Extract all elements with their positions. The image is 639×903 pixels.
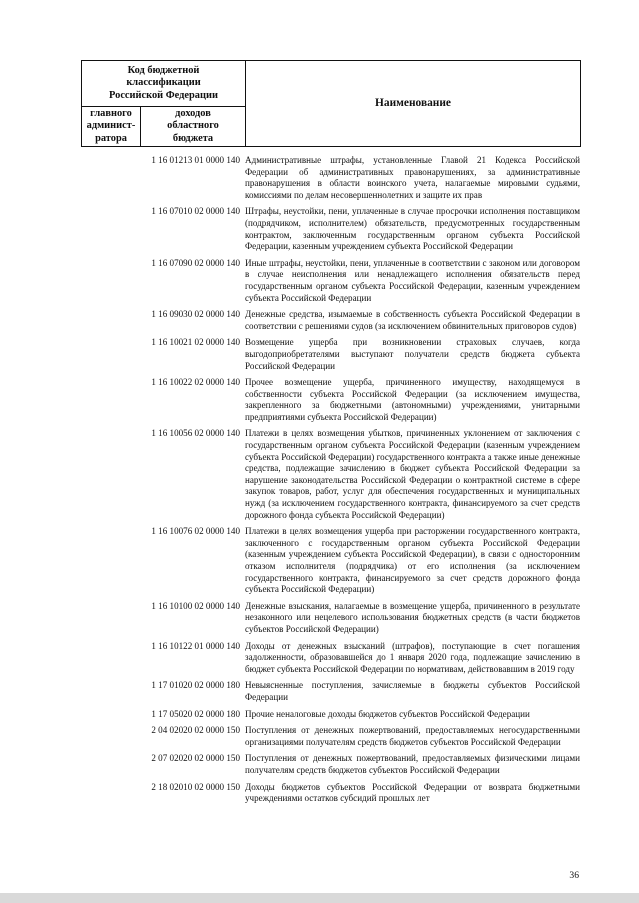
name-column-header: Наименование [246, 61, 581, 147]
row-name: Возмещение ущерба при возникновении страховых случаев, когда выгодоприобретателями выступают получатели средств бюджета субъекта Российской Федерации [245, 337, 580, 371]
income-code: 2 18 02010 02 0000 150 [151, 781, 240, 792]
income-code: 1 16 10056 02 0000 140 [151, 428, 240, 439]
income-code: 1 16 01213 01 0000 140 [151, 155, 240, 165]
table-row [81, 782, 580, 805]
row-name: Административные штрафы, установленные Главой 21 Кодекса Российской Федерации об административных правонарушениях, за административные правонарушения в области воинского учета, налагаемые мировыми судьями, комиссиями по делам несовершеннолетних и защите их прав [245, 155, 580, 200]
row-name: Штрафы, неустойки, пени, уплаченные в случае просрочки исполнения поставщиком (подрядчиком, исполнителем) обязательств, предусмотренных государственным контрактом, заключенным государственным органом субъекта Российской Федерации, казенным учреждением субъекта Российской Федерации [245, 206, 580, 252]
table-row [81, 337, 580, 372]
income-column-header: доходов областного бюджета [141, 107, 246, 147]
row-name: Доходы бюджетов субъектов Российской Федерации от возврата бюджетными учреждениями остатков субсидий прошлых лет [245, 781, 580, 804]
table-row [81, 601, 580, 636]
table-row [81, 309, 580, 332]
table-row [81, 258, 580, 304]
income-code: 1 16 09030 02 0000 140 [151, 309, 240, 320]
income-code: 1 16 10100 02 0000 140 [151, 600, 240, 611]
row-name: Прочее возмещение ущерба, причиненного имуществу, находящемуся в собственности субъекта Российской Федерации (за исключением имущества, закрепленного за бюджетными (автономными) учреждениями, унитарными предприятиями субъекта Российской Федерации) [245, 377, 580, 422]
table-body [81, 155, 580, 810]
income-code: 1 16 07090 02 0000 140 [151, 257, 240, 268]
row-name: Платежи в целях возмещения ущерба при расторжении государственного контракта, заключенного с государственным органом субъекта Российской Федерации (казенным учреждением субъекта Российской Федерации), в связи с односторонним отказом исполнителя (подрядчика) от его исполнения (за исключением государственного контракта, финансируемого за счет средств дорожного фонда субъекта Российской Федерации) [245, 526, 580, 595]
income-code: 1 16 10021 02 0000 140 [151, 337, 240, 348]
income-code: 1 16 10022 02 0000 140 [151, 377, 240, 388]
table-row [81, 753, 580, 776]
table-row [81, 709, 580, 721]
page-number: 36 [569, 870, 579, 881]
income-code: 1 17 01020 02 0000 180 [151, 680, 240, 691]
row-name: Доходы от денежных взысканий (штрафов), поступающие в счет погашения задолженности, образовавшейся до 1 января 2020 года, подлежащие зачислению в бюджет субъекта Российской Федерации по нормативам, действовавшим в 2019 году [245, 640, 580, 674]
row-name: Денежные средства, изымаемые в собственность субъекта Российской Федерации в соответствии с решениями судов (за исключением обвинительных приговоров судов) [245, 309, 580, 331]
page-bottom-edge [0, 893, 639, 903]
table-header [81, 60, 581, 147]
row-name: Невыясненные поступления, зачисляемые в бюджеты субъектов Российской Федерации [245, 680, 580, 702]
row-name: Иные штрафы, неустойки, пени, уплаченные в соответствии с законом или договором в случае неисполнения или ненадлежащего исполнения обязательств перед государственным органом субъекта Российской Федерации, казенным учреждением субъекта Российской Федерации [245, 257, 580, 303]
table-row [81, 725, 580, 748]
table-row [81, 155, 580, 201]
income-code: 2 04 02020 02 0000 150 [151, 725, 240, 736]
code-group-header: Код бюджетной классификации Российской Федерации [82, 61, 246, 107]
income-code: 1 16 10122 01 0000 140 [151, 640, 240, 651]
table-row [81, 641, 580, 676]
row-name: Платежи в целях возмещения убытков, причиненных уклонением от заключения с государственным органом субъекта Российской Федерации (казенным учреждением субъекта Российской Федерации) государственного контракта а также иные денежные средства, подлежащие зачислению в бюджет субъекта Российской Федерации за нарушение законодательства Российской Федерации о контрактной системе в сфере закупок товаров, работ, услуг для обеспечения государственных и муниципальных нужд (за исключением государственного контракта, финансируемого за счет средств дорожного фонда субъекта Российской Федерации) [245, 428, 580, 520]
table-row [81, 428, 580, 521]
income-code: 1 17 05020 02 0000 180 [151, 708, 240, 719]
row-name: Прочие неналоговые доходы бюджетов субъектов Российской Федерации [245, 708, 530, 719]
income-code: 2 07 02020 02 0000 150 [151, 753, 240, 764]
admin-column-header: главного админист-ратора [82, 107, 141, 147]
income-code: 1 16 10076 02 0000 140 [151, 526, 240, 537]
table-row [81, 206, 580, 252]
row-name: Поступления от денежных пожертвований, предоставляемых негосударственными организациями получателям средств бюджетов субъектов Российской Федерации [245, 725, 580, 747]
table-row [81, 526, 580, 596]
row-name: Поступления от денежных пожертвований, предоставляемых физическими лицами получателям средств бюджетов субъектов Российской Федерации [245, 753, 580, 775]
row-name: Денежные взыскания, налагаемые в возмещение ущерба, причиненного в результате незаконного или нецелевого использования бюджетных средств (в части бюджетов субъектов Российской Федерации) [245, 600, 580, 634]
table-row [81, 377, 580, 423]
table-row [81, 680, 580, 703]
income-code: 1 16 07010 02 0000 140 [151, 206, 240, 217]
